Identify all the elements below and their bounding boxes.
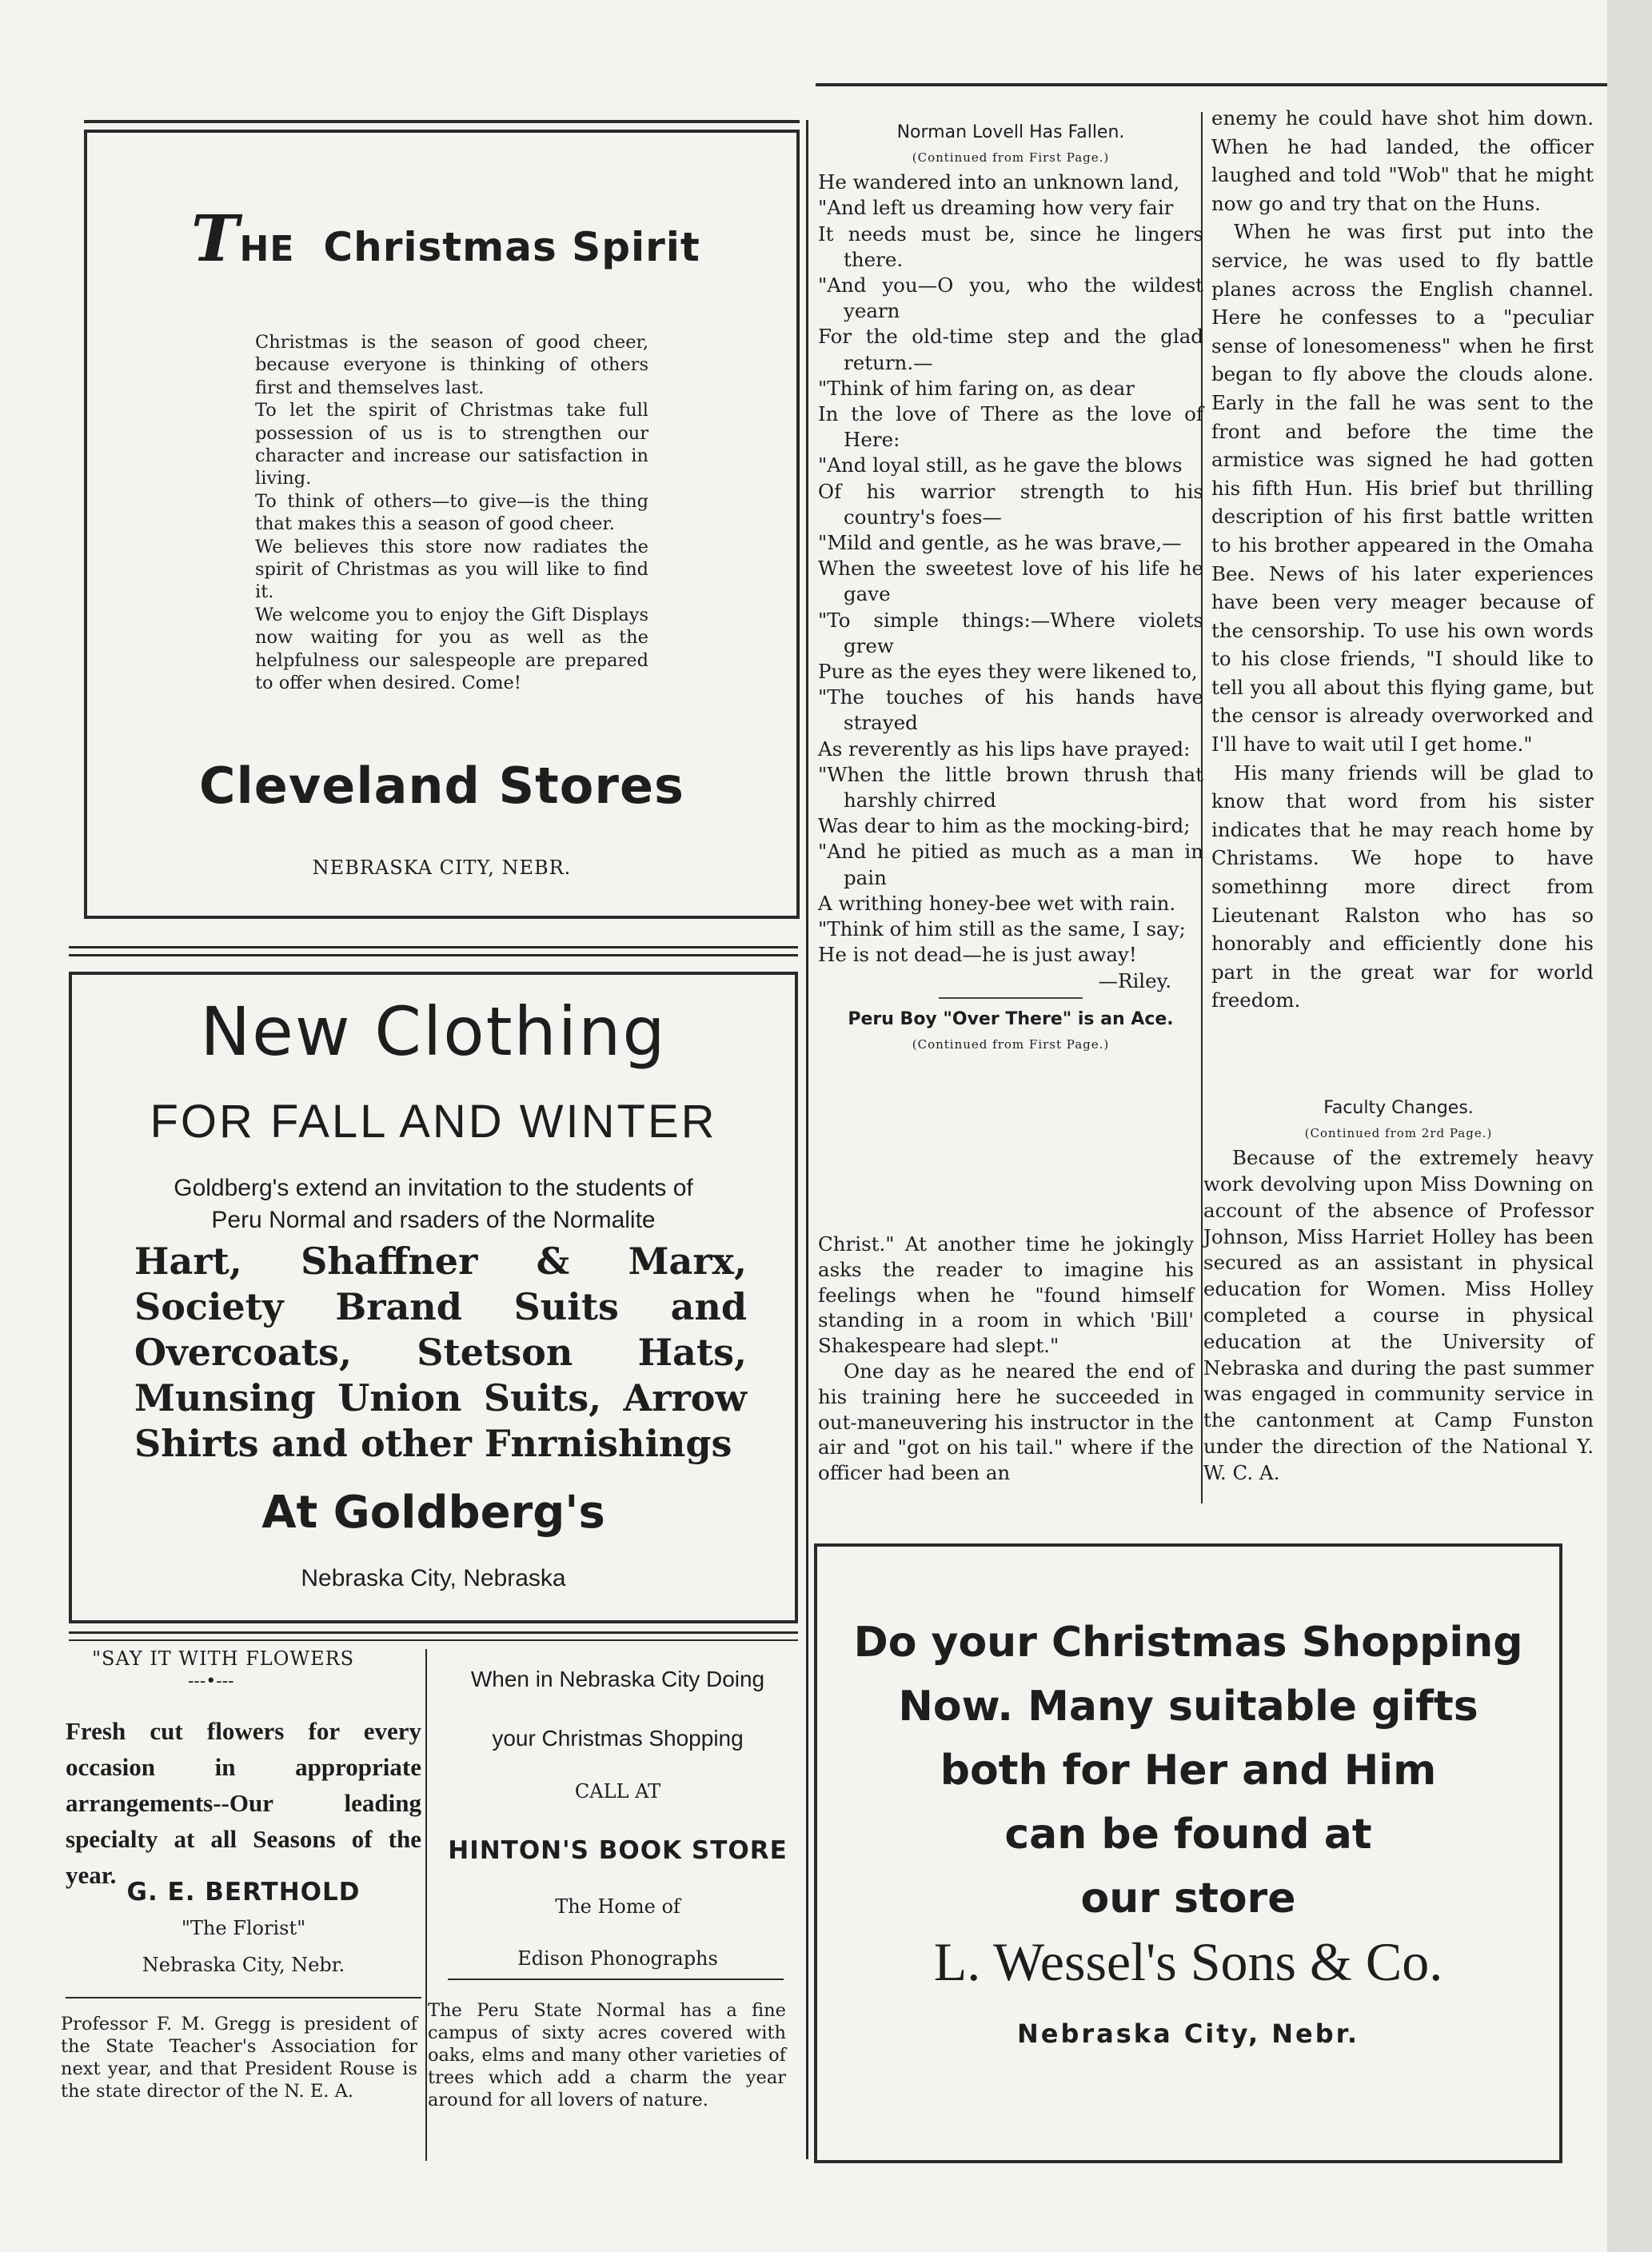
poem-line: "Think of him still as the same, I say; (818, 917, 1186, 941)
ad-line: Do your Christmas Shopping (853, 1619, 1523, 1667)
florist-ornament: ---•--- (188, 1671, 234, 1691)
hinton-line: The Home of (555, 1895, 680, 1918)
article-paragraph: Christ." At another time he jokingly asks the reader to imagine his feelings when he "found himself standing in a room in which 'Bill' Shakespeare had slept." (818, 1232, 1194, 1358)
article-headline: Faculty Changes. (1323, 1098, 1474, 1118)
drop-cap: T (191, 201, 240, 276)
florist-body: Fresh cut flowers for every occasion in appropriate arrangements--Our leading specialty at all Seasons of the year. (66, 1717, 421, 1889)
peru-campus-note: The Peru State Normal has a fine campus of sixty acres covered with oaks, elms and many other varieties of trees which add a charm the year around for all lovers of nature. (428, 2000, 786, 2110)
invitation-line: Peru Normal and rsaders of the Normalite (211, 1207, 656, 1233)
ad-subhead: FOR FALL AND WINTER (150, 1096, 717, 1148)
article-paragraph: Because of the extremely heavy work devolving upon Miss Downing on account of the absence of Professor Johnson, Miss Harriet Holley has been secured as an assistant in physical education for Women. Miss Holley completed a course in physical education at the University of Nebraska and during the past summer was engaged in community service in the cantonment at Camp Funston under the direction of the National Y. W. C. A. (1203, 1146, 1594, 1484)
poem-line: "Mild and gentle, as he was brave,— (818, 531, 1182, 555)
florist-title: "SAY IT WITH FLOWERS (92, 1647, 355, 1670)
article-headline: Peru Boy "Over There" is an Ace. (848, 1008, 1174, 1029)
invitation-line: Goldberg's extend an invitation to the students of (174, 1175, 693, 1201)
ad-paragraph: To think of others—to give—is the thing that makes this a season of good cheer. (255, 490, 648, 535)
article-paragraph: One day as he neared the end of his training here he succeeded in out-maneuvering his instructor in the air and "got on his tail." where if the officer had been an (818, 1359, 1194, 1485)
ad-brands: Hart, Shaffner & Marx, Society Brand Suits and Overcoats, Stetson Hats, Munsing Union Suits, Arrow Shirts and other Fnrnishings (134, 1240, 747, 1465)
ad-paragraph: We welcome you to enjoy the Gift Displays now waiting for you as well as the helpfulness our salespeople are prepared to offer when desired. Come! (255, 604, 648, 694)
ad-paragraph: To let the spirit of Christmas take full possession of us is to strengthen our character and increase our satisfaction in living. (255, 400, 648, 489)
section-rule (939, 997, 1083, 999)
title-main: Christmas Spirit (323, 224, 700, 270)
hinton-line: Edison Phonographs (517, 1947, 718, 1970)
poem-line: "And you—O you, who the wildest yearn (818, 274, 1203, 323)
florist-rule (66, 1997, 421, 1998)
florist-city: Nebraska City, Nebr. (142, 1954, 345, 1976)
divider-rule (69, 1639, 798, 1641)
column-divider (806, 120, 808, 2159)
florist-name: G. E. BERTHOLD (126, 1878, 361, 1907)
gregg-note: Professor F. M. Gregg is president of the State Teacher's Association for next year, and that President Rouse is the state director of the N. E. A. (61, 2014, 417, 2102)
poem-line: Pure as the eyes they were likened to, (818, 660, 1198, 684)
article-headline: Norman Lovell Has Fallen. (896, 122, 1125, 142)
ad-line: both for Her and Him (940, 1747, 1437, 1795)
ralston-article-continued (1211, 104, 1594, 1015)
poem-line: Of his warrior strength to his country's foes— (818, 479, 1203, 529)
poem-line: "Think of him faring on, as dear (818, 376, 1135, 400)
ad-invitation (72, 1172, 795, 1236)
article-continued: (Continued from 2rd Page.) (1304, 1126, 1493, 1141)
article-continued: (Continued from First Page.) (912, 150, 1110, 166)
title-the: HE (239, 229, 295, 270)
lovell-article (818, 120, 1203, 1056)
article-paragraph: When he was first put into the service, he was used to fly battle planes across the English channel. Here he confesses to a "peculiar sense of lonesomeness" when he first began to fly above the clouds alone. Early in the fall he was sent to the front and before the time the armistice was signed he had gotten his fifth Hun. His brief but thrilling description of his first battle written to his brother appeared in the Omaha Bee. News of his later experiences have been very meager because of the censorship. To use his own words to his close friends, "I should like to tell you all about this flying game, but the censor is already overworked and I'll have to wait util I get home." (1211, 220, 1594, 757)
article-continued: (Continued from First Page.) (912, 1036, 1110, 1052)
ad-paragraph: We believes this store now radiates the spirit of Christmas as you will like to find it. (255, 536, 648, 603)
faculty-article (1203, 1096, 1594, 1487)
ad-line: can be found at (1004, 1811, 1372, 1859)
hinton-line: When in Nebraska City Doing (470, 1667, 765, 1691)
ad-line: our store (1080, 1875, 1296, 1923)
top-rule-right (816, 83, 1607, 86)
florist-tagline: "The Florist" (181, 1917, 306, 1939)
ace-article-body (818, 1232, 1194, 1486)
ad-body (817, 1611, 1559, 1931)
poem-line: He wandered into an unknown land, (818, 170, 1180, 194)
poem-line: For the old-time step and the glad return.— (818, 325, 1203, 374)
ad-headline: New Clothing (200, 992, 667, 1071)
top-rule-left (84, 120, 800, 123)
hinton-line: CALL AT (574, 1780, 661, 1803)
poem-line: "And he pitied as much as a man in pain (818, 840, 1203, 889)
poem-line: As reverently as his lips have prayed: (818, 737, 1191, 761)
poem-line: Was dear to him as the mocking-bird; (818, 814, 1191, 838)
divider-rule (69, 954, 798, 956)
ad-paragraph: Christmas is the season of good cheer, because everyone is thinking of others first and themselves last. (255, 332, 648, 398)
ad-store: L. Wessel's Sons & Co. (933, 1931, 1443, 1992)
poem-line: "The touches of his hands have strayed (818, 685, 1203, 735)
poem-line: He is not dead—he is just away! (818, 943, 1137, 967)
store-name: Cleveland Stores (199, 757, 684, 815)
page-edge (1607, 0, 1652, 2252)
ad-store: At Goldberg's (261, 1487, 605, 1539)
poem-signature: —Riley. (1098, 968, 1171, 992)
divider-rule (69, 946, 798, 948)
poem-line: "And left us dreaming how very fair (818, 196, 1174, 220)
ad-line: Now. Many suitable gifts (898, 1683, 1478, 1731)
goldberg-clothing-ad (69, 972, 798, 1623)
poem-line: "When the little brown thrush that harshly chirred (818, 762, 1203, 813)
store-city: NEBRASKA CITY, NEBR. (312, 856, 572, 879)
poem-line: When the sweetest love of his life he gave (818, 557, 1203, 606)
ad-city: Nebraska City, Nebraska (301, 1565, 566, 1591)
ad-title (191, 201, 799, 276)
ad-city: Nebraska City, Nebr. (1016, 2018, 1359, 2049)
hinton-line: your Christmas Shopping (492, 1726, 744, 1751)
poem-line: "And loyal still, as he gave the blows (818, 453, 1183, 477)
article-paragraph: enemy he could have shot him down. When he had landed, the officer laughed and told "Wob" that he might now go and try that on the Huns. (1211, 106, 1594, 215)
article-paragraph: His many friends will be glad to know that word from his sister indicates that he may reach home by Christams. We hope to have somethinng more direct from Lieutenant Ralston who has so honorably and efficiently done his part in the great war for world freedom. (1211, 761, 1594, 1012)
christmas-spirit-ad (84, 130, 800, 919)
hinton-store: HINTON'S BOOK STORE (448, 1836, 788, 1865)
poem-line: It needs must be, since he lingers there. (818, 222, 1203, 271)
bottom-left-divider (425, 1649, 427, 2161)
poem-line: A writhing honey-bee wet with rain. (818, 891, 1176, 915)
poem-line: "To simple things:—Where violets grew (818, 608, 1203, 657)
poem-line: In the love of There as the love of Here: (818, 402, 1203, 452)
divider-rule (69, 1631, 798, 1634)
wessel-christmas-ad (814, 1543, 1562, 2163)
ad-body (255, 331, 648, 695)
hinton-rule (448, 1978, 784, 1980)
